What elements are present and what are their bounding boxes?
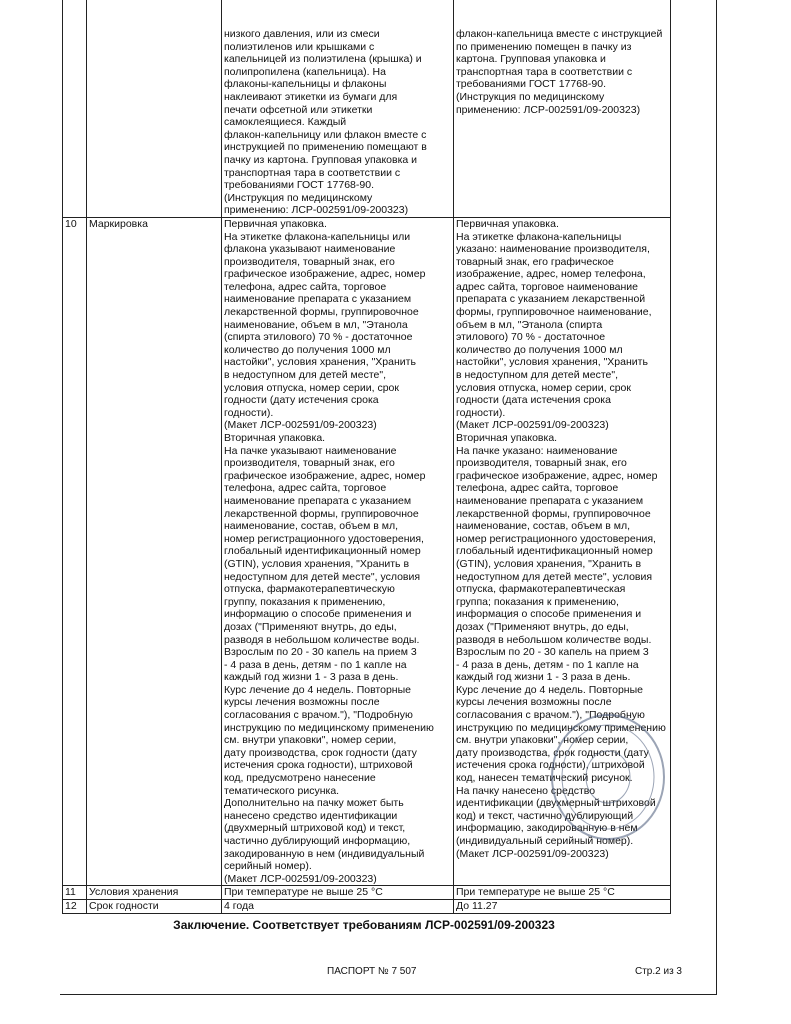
row-actual: При температуре не выше 25 °C: [454, 886, 671, 900]
row-requirement: При температуре не выше 25 °C: [222, 886, 454, 900]
row-requirement: Первичная упаковка. На этикетке флакона-капельницы или флакона указывают наименование производителя, товарный знак, его графическое изображение, адрес, номер телефона, адрес сайта, торговое наименование препарата с указанием лекарственной формы, группировочное наименование, объем в мл, "Этанола (спирта этилового) 70 % - достаточное количество до получения 1000 мл настойки", условия хранения, "Хранить в недоступном для детей месте", условия отпуска, номер серии, срок годности (дату истечения срока годности). (Макет ЛСР-002591/09-200323) Вторичная упаковка. На пачке указывают наименование производителя, товарный знак, его графическое изображение, адрес, номер телефона, адрес сайта, торговое наименование препарата с указанием лекарственной формы, группировочное наименование, состав, объем в мл, номер регистрационного удостоверения, глобальный идентификационный номер (GTIN), условия хранения, "Хранить в недоступном для детей месте", условия отпуска, фармакотерапевтическую группу, показания к применению, информацию о способе применения и дозах ("Применяют внутрь, до еды, разводя в небольшом количестве воды. Взрослым по 20 - 30 капель на прием 3 - 4 раза в день, детям - по 1 капле на каждый год жизни 1 - 3 раза в день. Курс лечение до 4 недель. Повторные курсы лечения возможны после согласования с врачом."), "Подробную инструкцию по медицинскому применению см. внутри упаковки", номер серии, дату производства, срок годности (дату истечения срока годности), штриховой код, предусмотрено нанесение тематического рисунка. Дополнительно на пачку может быть нанесено средство идентификации (двухмерный штриховой код) и текст, частично дублирующий информацию, закодированную в нем (индивидуальный серийный номер). (Макет ЛСР-002591/09-200323): [222, 217, 454, 885]
round-stamp-icon: [548, 712, 668, 842]
page-sheet: [60, 0, 717, 995]
row-actual: До 11.27: [454, 899, 671, 913]
page-footer: [60, 966, 717, 995]
table-row: [63, 0, 671, 217]
row-indicator: Условия хранения: [87, 886, 222, 900]
table-row: [63, 899, 671, 913]
row-indicator: Срок годности: [87, 899, 222, 913]
row-number: 10: [63, 217, 87, 885]
passport-number: ПАСПОРТ № 7 507: [327, 965, 417, 977]
row-indicator: [87, 0, 222, 217]
row-requirement: 4 года: [222, 899, 454, 913]
row-number: 11: [63, 886, 87, 900]
row-indicator: Маркировка: [87, 217, 222, 885]
row-actual: Первичная упаковка. На этикетке флакона-капельницы указано: наименование производителя, товарный знак, его графическое изображение, адрес, номер телефона, адрес сайта, торговое наименование препарата с указанием лекарственной формы, группировочное наименование, объем в мл, "Этанола (спирта этилового) 70 % - достаточное количество до получения 1000 мл настойки", условия хранения, "Хранить в недоступном для детей месте", условия отпуска, номер серии, срок годности (дата истечения срока годности). (Макет ЛСР-002591/09-200323) Вторичная упаковка. На пачке указано: наименование производителя, товарный знак, его графическое изображение, адрес, номер телефона, адрес сайта, торговое наименование препарата с указанием лекарственной формы, группировочное наименование, состав, объем в мл, номер регистрационного удостоверения, глобальный идентификационный номер (GTIN), условия хранения, "Хранить в недоступном для детей месте", условия отпуска, фармакотерапевтическая группа; показания к применению, информация о способе применения и дозах ("Применяют внутрь, до еды, разводя в небольшом количестве воды. Взрослым по 20 - 30 капель на прием 3 - 4 раза в день, детям - по 1 капле на каждый год жизни 1 - 3 раза в день. Курс лечение до 4 недель. Повторные курсы лечения возможны после согласования с врачом."), "Подробную инструкцию по медицинскому применению см. внутри упаковки", номер серии, дату производства, срок годности (дату истечения срока годности), штриховой код, нанесен тематический рисунок. На пачку нанесено средство идентификации (двухмерный штриховой код) и текст, частично дублирующий информацию, закодированную в нем (индивидуальный серийный номер). (Макет ЛСР-002591/09-200323): [454, 217, 671, 885]
page-number: Стр.2 из 3: [635, 965, 682, 977]
table-row: [63, 886, 671, 900]
row-requirement: низкого давления, или из смеси полиэтиленов или крышками с капельницей из полиэтилена (крышка) и полипропилена (капельница). На флаконы-капельницы и флаконы наклеивают этикетки из бумаги для печати офсетной или этикетки самоклеящиеся. Каждый флакон-капельницу или флакон вместе с инструкцией по применению помещают в пачку из картона. Групповая упаковка и транспортная тара в соответствии с требованиями ГОСТ 17768-90. (Инструкция по медицинскому применению: ЛСР-002591/09-200323): [222, 0, 454, 217]
row-actual: флакон-капельница вместе с инструкцией по применению помещен в пачку из картона. Групповая упаковка и транспортная тара в соответствии с требованиями ГОСТ 17768-90. (Инструкция по медицинскому применению: ЛСР-002591/09-200323): [454, 0, 671, 217]
conclusion: Заключение. Соответствует требованиям ЛСР-002591/09-200323: [173, 917, 555, 932]
row-number: [63, 0, 87, 217]
row-number: 12: [63, 899, 87, 913]
